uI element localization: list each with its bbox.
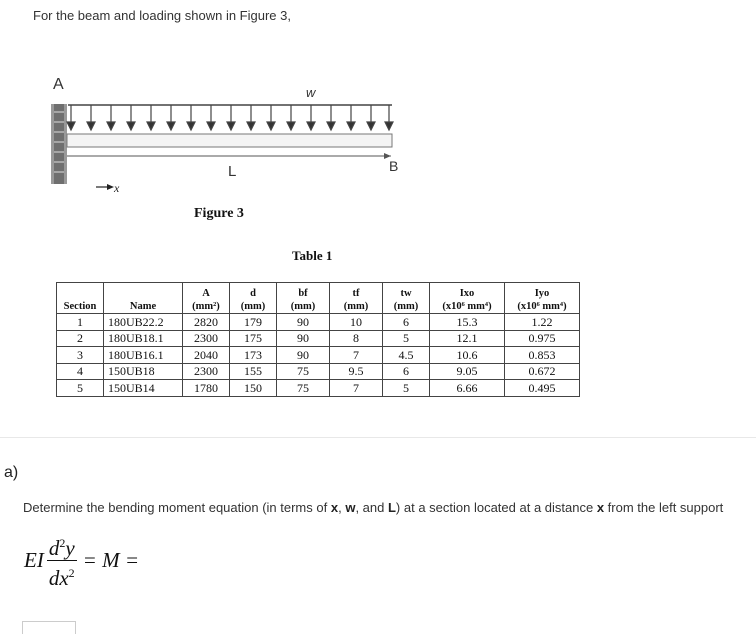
length-label-l: L [228, 163, 237, 180]
cell-ixo: 6.66 [430, 380, 505, 397]
cell-flange-width: 75 [277, 363, 330, 380]
cell-ixo: 12.1 [430, 330, 505, 347]
cell-area: 1780 [183, 380, 230, 397]
cell-depth: 175 [230, 330, 277, 347]
cell-name: 180UB22.2 [104, 314, 183, 331]
x-axis-arrowhead [107, 184, 114, 190]
equation-fraction [47, 531, 77, 590]
cell-depth: 179 [230, 314, 277, 331]
header-section: Section [57, 283, 104, 314]
equation [24, 531, 139, 590]
cell-section: 2 [57, 330, 104, 347]
figure-caption: Figure 3 [194, 206, 244, 221]
section-divider [0, 437, 756, 438]
table-caption: Table 1 [292, 248, 333, 263]
cell-name: 150UB14 [104, 380, 183, 397]
header-flange-width: bf (mm) [277, 283, 330, 314]
header-iyo: Iyo (x10⁶ mm⁴) [505, 283, 580, 314]
table-row [57, 347, 580, 364]
cell-web-thickness: 5 [383, 380, 430, 397]
header-ixo: Ixo (x10⁶ mm⁴) [430, 283, 505, 314]
table-row [57, 314, 580, 331]
equation-ei: EI [24, 548, 44, 572]
table-row [57, 363, 580, 380]
cell-flange-width: 90 [277, 314, 330, 331]
cell-flange-width: 90 [277, 347, 330, 364]
part-label: a) [4, 464, 19, 481]
cell-section: 4 [57, 363, 104, 380]
cell-area: 2300 [183, 330, 230, 347]
header-area: A (mm²) [183, 283, 230, 314]
fixed-support [51, 104, 67, 184]
cell-web-thickness: 4.5 [383, 347, 430, 364]
header-depth: d (mm) [230, 283, 277, 314]
cell-ixo: 9.05 [430, 363, 505, 380]
cell-section: 1 [57, 314, 104, 331]
var-w: w [345, 500, 356, 515]
cell-flange-thickness: 9.5 [330, 363, 383, 380]
section-properties-table [56, 282, 580, 397]
cell-name: 180UB18.1 [104, 330, 183, 347]
header-name: Name [104, 283, 183, 314]
intro-text: For the beam and loading shown in Figure 3, [33, 8, 291, 23]
cell-section: 3 [57, 347, 104, 364]
cell-iyo: 0.672 [505, 363, 580, 380]
table-row [57, 330, 580, 347]
cell-area: 2300 [183, 363, 230, 380]
support-label-a: A [53, 76, 64, 93]
header-web-thickness: tw (mm) [383, 283, 430, 314]
cell-iyo: 0.975 [505, 330, 580, 347]
cell-depth: 155 [230, 363, 277, 380]
cell-web-thickness: 6 [383, 363, 430, 380]
cell-name: 150UB18 [104, 363, 183, 380]
cell-ixo: 10.6 [430, 347, 505, 364]
cell-section: 5 [57, 380, 104, 397]
end-label-b: B [389, 158, 399, 174]
cell-area: 2820 [183, 314, 230, 331]
question-text: Determine the bending moment equation (in terms of x, w, and L) at a section located at a distance x from the left support [23, 500, 724, 515]
equation-denominator: $dx^2$ [48, 566, 75, 590]
cell-area: 2040 [183, 347, 230, 364]
cell-iyo: 0.853 [505, 347, 580, 364]
beam-figure [0, 60, 420, 210]
cell-iyo: 0.495 [505, 380, 580, 397]
answer-input-box[interactable] [22, 621, 76, 634]
cell-flange-width: 90 [277, 330, 330, 347]
header-flange-thickness: tf (mm) [330, 283, 383, 314]
cell-ixo: 15.3 [430, 314, 505, 331]
cell-web-thickness: 5 [383, 330, 430, 347]
beam [67, 134, 392, 147]
var-x: x [330, 500, 339, 515]
cell-depth: 173 [230, 347, 277, 364]
var-l: L [387, 500, 396, 515]
udl-arrows [67, 105, 393, 130]
cell-flange-thickness: 7 [330, 347, 383, 364]
table-header-row [57, 283, 580, 314]
cell-web-thickness: 6 [383, 314, 430, 331]
equation-rhs: = M = [82, 548, 139, 572]
cell-flange-thickness: 7 [330, 380, 383, 397]
table-row [57, 380, 580, 397]
var-x-distance: x [596, 500, 605, 515]
equation-numerator: $d^2y$ [47, 531, 77, 561]
cell-flange-thickness: 10 [330, 314, 383, 331]
cell-iyo: 1.22 [505, 314, 580, 331]
x-axis-label: x [114, 181, 120, 195]
cell-name: 180UB16.1 [104, 347, 183, 364]
cell-flange-thickness: 8 [330, 330, 383, 347]
cell-depth: 150 [230, 380, 277, 397]
cell-flange-width: 75 [277, 380, 330, 397]
load-label-w: w [306, 85, 316, 100]
